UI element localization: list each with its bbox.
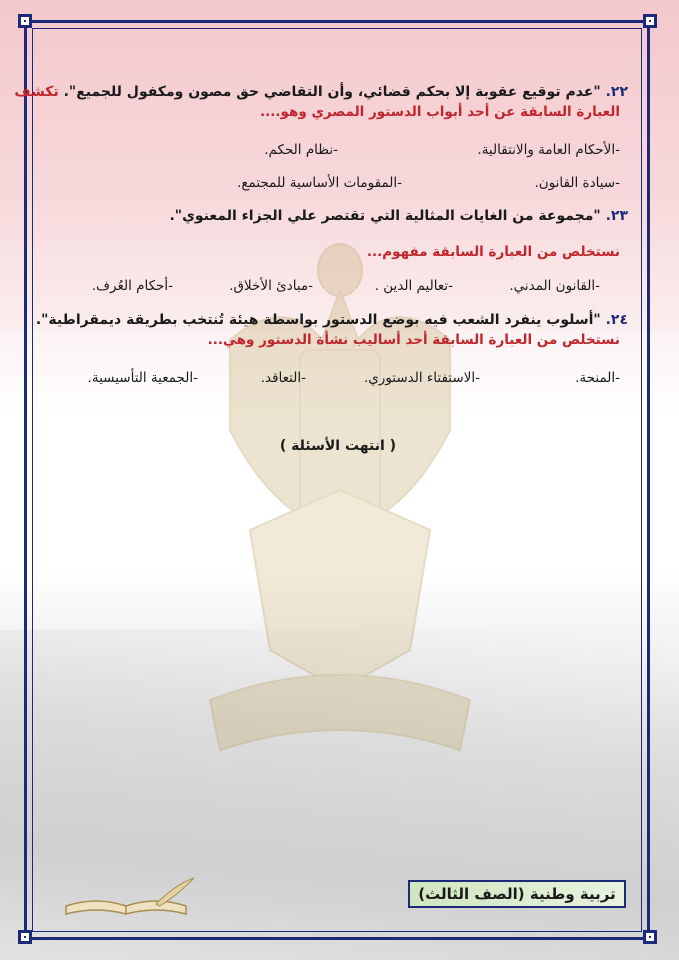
page-frame-inner [32, 28, 642, 932]
question-23-text: "مجموعة من الغايات المثالية التي تقتصر علي الجزاء المعنوي". [169, 208, 601, 224]
q22-option-3: -سيادة القانون. [534, 175, 620, 191]
q22-option-4: -المقومات الأساسية للمجتمع. [237, 175, 402, 191]
question-24-text: "أسلوب ينفرد الشعب فيه بوضع الدستور بواسطة هيئة تُنتخب بطريقة ديمقراطية". [35, 312, 601, 328]
q24-option-3: -التعاقد. [260, 370, 306, 386]
book-quill-icon [56, 876, 196, 920]
question-24-statement [36, 312, 628, 328]
q23-option-3: -مبادئ الأخلاق. [229, 278, 313, 294]
question-22-text: "عدم توقيع عقوبة إلا بحكم قضائي، وأن التقاضي حق مصون ومكفول للجميع". [63, 84, 601, 100]
frame-corner-top-left [18, 14, 32, 28]
question-22-instruction-start: تكشف [14, 84, 59, 100]
end-of-questions-note: ( انتهت الأسئلة ) [279, 438, 397, 454]
q22-option-2: -نظام الحكم. [264, 142, 338, 158]
frame-corner-top-right [643, 14, 657, 28]
q23-option-4: -أحكام العُرف. [91, 278, 173, 294]
question-23-instruction: نستخلص من العبارة السابقة مفهوم... [366, 244, 620, 260]
q22-option-1: -الأحكام العامة والانتقالية. [477, 142, 620, 158]
question-23-statement [169, 208, 628, 224]
frame-corner-bottom-left [18, 930, 32, 944]
question-22-statement [14, 84, 628, 100]
frame-corner-bottom-right [643, 930, 657, 944]
q24-option-1: -المنحة. [575, 370, 620, 386]
q24-option-2: -الاستفتاء الدستوري. [363, 370, 480, 386]
question-23-number: ٢٣. [605, 208, 628, 224]
q23-option-2: -تعاليم الدين . [374, 278, 453, 294]
question-22-instruction: العبارة السابقة عن أحد أبواب الدستور المصري وهو.... [260, 104, 620, 120]
question-24-number: ٢٤. [605, 312, 628, 328]
question-24-instruction: نستخلص من العبارة السابقة أحد أساليب نشأة الدستور وهي... [207, 332, 620, 348]
q24-option-4: -الجمعية التأسيسية. [87, 370, 198, 386]
q23-option-1: -القانون المدني. [509, 278, 600, 294]
footer-subject-label: تربية وطنية (الصف الثالث) [408, 880, 626, 908]
question-22-number: ٢٢. [605, 84, 628, 100]
